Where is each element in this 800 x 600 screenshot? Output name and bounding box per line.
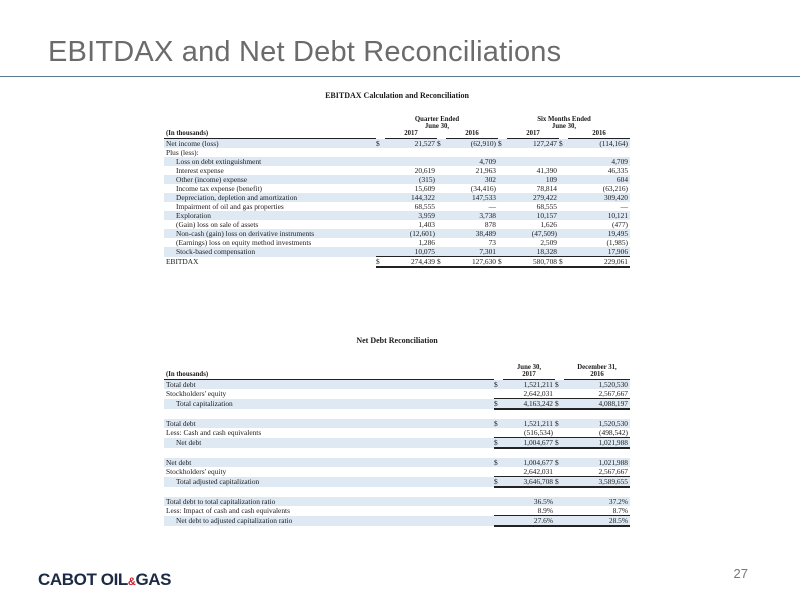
row-label: Total debt to total capitalization ratio [164, 497, 494, 506]
dollar-sign [437, 148, 446, 157]
cell-value: 3,646,708 [503, 477, 555, 488]
row-label: Other (income) expense [164, 175, 376, 184]
table-row [164, 399, 630, 410]
dollar-sign [559, 193, 568, 202]
dollar-sign [498, 184, 507, 193]
december-31-header: December 31, [577, 364, 617, 371]
dollar-sign [437, 166, 446, 175]
cell-value: 2,642,031 [523, 389, 553, 398]
dollar-sign [555, 516, 564, 527]
dollar-sign [498, 175, 507, 184]
cell-value: 127,630 [446, 257, 498, 268]
table-row [164, 139, 630, 149]
cell-value: (114,164) [568, 139, 630, 149]
cell-value: 302 [446, 175, 498, 184]
title-divider [0, 76, 800, 77]
cell-value: 10,075 [385, 247, 437, 257]
cell-value: 109 [507, 175, 559, 184]
dollar-sign [437, 211, 446, 220]
cell-value: 127,247 [507, 139, 559, 149]
dollar-sign: $ [559, 139, 568, 149]
cell-value: 1,021,988 [564, 458, 630, 467]
dollar-sign [376, 166, 385, 175]
cell-value: 20,619 [414, 166, 435, 175]
dollar-sign [494, 506, 503, 516]
ebitdax-table-title: EBITDAX Calculation and Reconciliation [325, 91, 469, 100]
row-label: (Earnings) loss on equity method investments [176, 238, 312, 247]
cell-value [446, 148, 498, 157]
row-label: Loss on debt extinguishment [164, 157, 376, 166]
cell-value: 4,163,242 [503, 399, 555, 410]
cell-value: 73 [488, 238, 496, 247]
ebitdax-year-header-row [164, 130, 630, 139]
cell-value: 4,709 [446, 157, 498, 166]
row-label: Less: Cash and cash equivalents [166, 428, 262, 438]
cell-value: — [620, 202, 629, 211]
ebitdax-group-header-row-2 [164, 123, 630, 130]
dollar-sign [494, 389, 503, 399]
dollar-sign [498, 148, 507, 157]
dollar-sign: $ [555, 477, 564, 488]
cell-value: 2,567,667 [598, 467, 628, 476]
dollar-sign [437, 202, 446, 211]
ebitdax-rows [164, 139, 630, 268]
logo-text-part1: CABOT OIL [38, 570, 128, 589]
cell-value: 1,520,530 [564, 380, 630, 390]
row-label: Stock-based compensation [164, 247, 376, 257]
cell-value: 19,495 [568, 229, 630, 238]
dollar-sign [498, 211, 507, 220]
dollar-sign: $ [555, 458, 564, 467]
cell-value: (12,601) [385, 229, 437, 238]
cell-value: 18,328 [507, 247, 559, 257]
dollar-sign [559, 220, 568, 229]
row-label: Stockholders' equity [166, 389, 227, 399]
cell-value: 7,301 [446, 247, 498, 257]
june-30-header: June 30, [516, 364, 542, 371]
net-debt-table [164, 364, 630, 527]
dollar-sign [555, 506, 564, 516]
cell-value: 3,959 [385, 211, 437, 220]
six-months-ended-header: Six Months Ended [537, 116, 591, 123]
cell-value: 604 [568, 175, 630, 184]
table-row [164, 257, 630, 268]
dollar-sign [498, 202, 507, 211]
net-debt-rows [164, 380, 630, 527]
dollar-sign: $ [498, 139, 507, 149]
quarter-ended-date-header: June 30, [424, 123, 450, 130]
dollar-sign [555, 389, 564, 399]
dollar-sign [494, 516, 503, 527]
cell-value: 8.7% [612, 506, 628, 515]
cell-value: — [488, 202, 496, 211]
cell-value: 1,521,211 [503, 419, 555, 428]
dollar-sign [559, 238, 568, 247]
table-row [164, 166, 630, 175]
row-label: EBITDAX [166, 257, 199, 267]
cell-value: (1,985) [606, 238, 629, 247]
dollar-sign [498, 157, 507, 166]
cell-value: (34,416) [470, 184, 496, 193]
dollar-sign: $ [494, 477, 503, 488]
row-label: Total adjusted capitalization [164, 477, 494, 488]
dollar-sign [494, 428, 503, 438]
dollar-sign: $ [376, 139, 385, 149]
cell-value: 1,004,677 [503, 438, 555, 449]
dollar-sign: $ [437, 257, 446, 268]
row-label: Exploration [164, 211, 376, 220]
dollar-sign [498, 238, 507, 247]
row-label: Impairment of oil and gas properties [176, 202, 284, 211]
net-debt-table-title: Net Debt Reconciliation [356, 336, 438, 345]
dollar-sign: $ [494, 380, 503, 390]
cell-value: 37.2% [564, 497, 630, 506]
row-label: Total capitalization [164, 399, 494, 410]
dollar-sign [376, 238, 385, 247]
table-row [164, 419, 630, 428]
cell-value: 1,004,677 [503, 458, 555, 467]
cell-value: 17,906 [568, 247, 630, 257]
row-label: Stockholders' equity [166, 467, 227, 477]
row-label: Income tax expense (benefit) [176, 184, 262, 193]
dollar-sign [437, 175, 446, 184]
cell-value: 309,420 [568, 193, 630, 202]
table-row [164, 428, 630, 438]
cell-value: (63,216) [602, 184, 629, 193]
dollar-sign [437, 184, 446, 193]
dollar-sign: $ [498, 257, 507, 268]
year-header: 2017 [503, 371, 555, 380]
cell-value: 2,567,667 [598, 389, 628, 398]
spacer-row [164, 409, 630, 419]
table-row [164, 193, 630, 202]
cell-value: 15,609 [414, 184, 435, 193]
cell-value: 2,642,031 [523, 467, 553, 476]
cell-value: 3,589,655 [564, 477, 630, 488]
table-row [164, 175, 630, 184]
table-row [164, 148, 630, 157]
cell-value: 1,021,988 [564, 438, 630, 449]
year-header: 2016 [568, 130, 630, 139]
dollar-sign [555, 428, 564, 438]
dollar-sign: $ [494, 458, 503, 467]
dollar-sign [376, 211, 385, 220]
table-row [164, 438, 630, 449]
cell-value [507, 148, 559, 157]
cell-value: 4,088,197 [564, 399, 630, 410]
cell-value: 21,527 [385, 139, 437, 149]
dollar-sign: $ [494, 419, 503, 428]
dollar-sign [555, 467, 564, 477]
net-debt-unit-label: (In thousands) [164, 371, 494, 380]
row-label: Net income (loss) [164, 139, 376, 149]
cell-value: 274,439 [385, 257, 437, 268]
dollar-sign: $ [555, 380, 564, 390]
dollar-sign [376, 247, 385, 257]
dollar-sign [376, 175, 385, 184]
row-label: Net debt [164, 438, 494, 449]
dollar-sign [559, 166, 568, 175]
dollar-sign [437, 247, 446, 257]
dollar-sign: $ [555, 399, 564, 410]
dollar-sign [559, 211, 568, 220]
cell-value: (62,910) [446, 139, 498, 149]
row-label: Interest expense [176, 166, 224, 175]
dollar-sign: $ [494, 399, 503, 410]
row-label: Total debt [164, 419, 494, 428]
cell-value: 1,403 [418, 220, 435, 229]
company-logo [38, 570, 171, 590]
table-row [164, 211, 630, 220]
cell-value: 38,489 [446, 229, 498, 238]
dollar-sign [376, 220, 385, 229]
cell-value: 68,555 [536, 202, 557, 211]
dollar-sign [437, 193, 446, 202]
net-debt-header-row [164, 364, 630, 371]
dollar-sign [376, 148, 385, 157]
table-row [164, 506, 630, 516]
row-label: Total debt [164, 380, 494, 390]
row-label: Non-cash (gain) loss on derivative instruments [164, 229, 376, 238]
cell-value: 144,322 [385, 193, 437, 202]
table-row [164, 247, 630, 257]
year-header: 2017 [385, 130, 437, 139]
ebitdax-group-header-row [164, 116, 630, 123]
cell-value: 878 [484, 220, 496, 229]
table-row [164, 467, 630, 477]
dollar-sign: $ [376, 257, 385, 268]
dollar-sign [437, 238, 446, 247]
dollar-sign [559, 175, 568, 184]
cell-value: 3,738 [446, 211, 498, 220]
six-months-ended-date-header: June 30, [551, 123, 577, 130]
dollar-sign [498, 193, 507, 202]
table-row [164, 497, 630, 506]
cell-value: 10,121 [568, 211, 630, 220]
cell-value: 1,286 [418, 238, 435, 247]
year-header: 2017 [507, 130, 559, 139]
cell-value: (47,509) [507, 229, 559, 238]
dollar-sign [559, 229, 568, 238]
row-label: Depreciation, depletion and amortization [164, 193, 376, 202]
slide-title: EBITDAX and Net Debt Reconciliations [48, 36, 562, 68]
cell-value: 46,335 [607, 166, 629, 175]
dollar-sign: $ [555, 419, 564, 428]
quarter-ended-header: Quarter Ended [414, 116, 460, 123]
dollar-sign [376, 202, 385, 211]
dollar-sign [559, 202, 568, 211]
net-debt-year-header-row [164, 371, 630, 380]
cell-value: 2,509 [540, 238, 557, 247]
cell-value: (498,542) [599, 428, 628, 437]
cell-value: (315) [385, 175, 437, 184]
cell-value: 41,390 [536, 166, 557, 175]
table-row [164, 229, 630, 238]
table-row [164, 220, 630, 229]
cell-value: 68,555 [414, 202, 435, 211]
ebitdax-unit-label: (In thousands) [164, 130, 376, 139]
table-row [164, 477, 630, 488]
spacer-row [164, 487, 630, 497]
page-number: 27 [733, 566, 748, 581]
cell-value: (516,534) [524, 428, 553, 437]
row-label: Less: Impact of cash and cash equivalents [166, 506, 290, 516]
cell-value [507, 157, 559, 166]
row-label: Plus (less): [166, 148, 199, 157]
cell-value [385, 148, 437, 157]
cell-value: 27.6% [503, 516, 555, 527]
table-row [164, 202, 630, 211]
cell-value: 1,520,530 [564, 419, 630, 428]
row-label: (Gain) loss on sale of assets [176, 220, 259, 229]
table-row [164, 238, 630, 247]
cell-value: 4,709 [568, 157, 630, 166]
cell-value: 78,814 [536, 184, 557, 193]
year-header: 2016 [564, 371, 630, 380]
cell-value: 580,708 [507, 257, 559, 268]
dollar-sign [437, 157, 446, 166]
logo-ampersand: & [127, 576, 136, 588]
cell-value [568, 148, 630, 157]
cell-value: 10,157 [507, 211, 559, 220]
year-header: 2016 [446, 130, 498, 139]
table-row [164, 516, 630, 527]
table-row [164, 157, 630, 166]
table-row [164, 184, 630, 193]
dollar-sign [376, 229, 385, 238]
cell-value: 1,626 [540, 220, 557, 229]
row-label: Net debt to adjusted capitalization ratio [164, 516, 494, 527]
cell-value: 279,422 [507, 193, 559, 202]
dollar-sign [555, 497, 564, 506]
table-row [164, 380, 630, 390]
dollar-sign [437, 229, 446, 238]
dollar-sign [376, 157, 385, 166]
table-row [164, 389, 630, 399]
ebitdax-table [164, 116, 630, 268]
cell-value: 229,061 [568, 257, 630, 268]
dollar-sign: $ [559, 257, 568, 268]
dollar-sign [498, 166, 507, 175]
cell-value [385, 157, 437, 166]
dollar-sign [494, 467, 503, 477]
row-label: Net debt [164, 458, 494, 467]
dollar-sign: $ [494, 438, 503, 449]
table-row [164, 458, 630, 467]
cell-value: 1,521,211 [503, 380, 555, 390]
dollar-sign: $ [555, 438, 564, 449]
dollar-sign [559, 148, 568, 157]
dollar-sign [437, 220, 446, 229]
dollar-sign [559, 157, 568, 166]
cell-value: 21,963 [475, 166, 496, 175]
dollar-sign [498, 229, 507, 238]
dollar-sign [559, 247, 568, 257]
dollar-sign [498, 220, 507, 229]
dollar-sign [376, 193, 385, 202]
cell-value: 147,533 [446, 193, 498, 202]
dollar-sign [494, 497, 503, 506]
cell-value: 28.5% [564, 516, 630, 527]
dollar-sign [498, 247, 507, 257]
cell-value: 36.5% [503, 497, 555, 506]
spacer-row [164, 448, 630, 458]
logo-text-part2: GAS [135, 570, 172, 589]
dollar-sign: $ [437, 139, 446, 149]
dollar-sign [376, 184, 385, 193]
cell-value: (477) [612, 220, 629, 229]
dollar-sign [559, 184, 568, 193]
cell-value: 8.9% [537, 506, 553, 515]
